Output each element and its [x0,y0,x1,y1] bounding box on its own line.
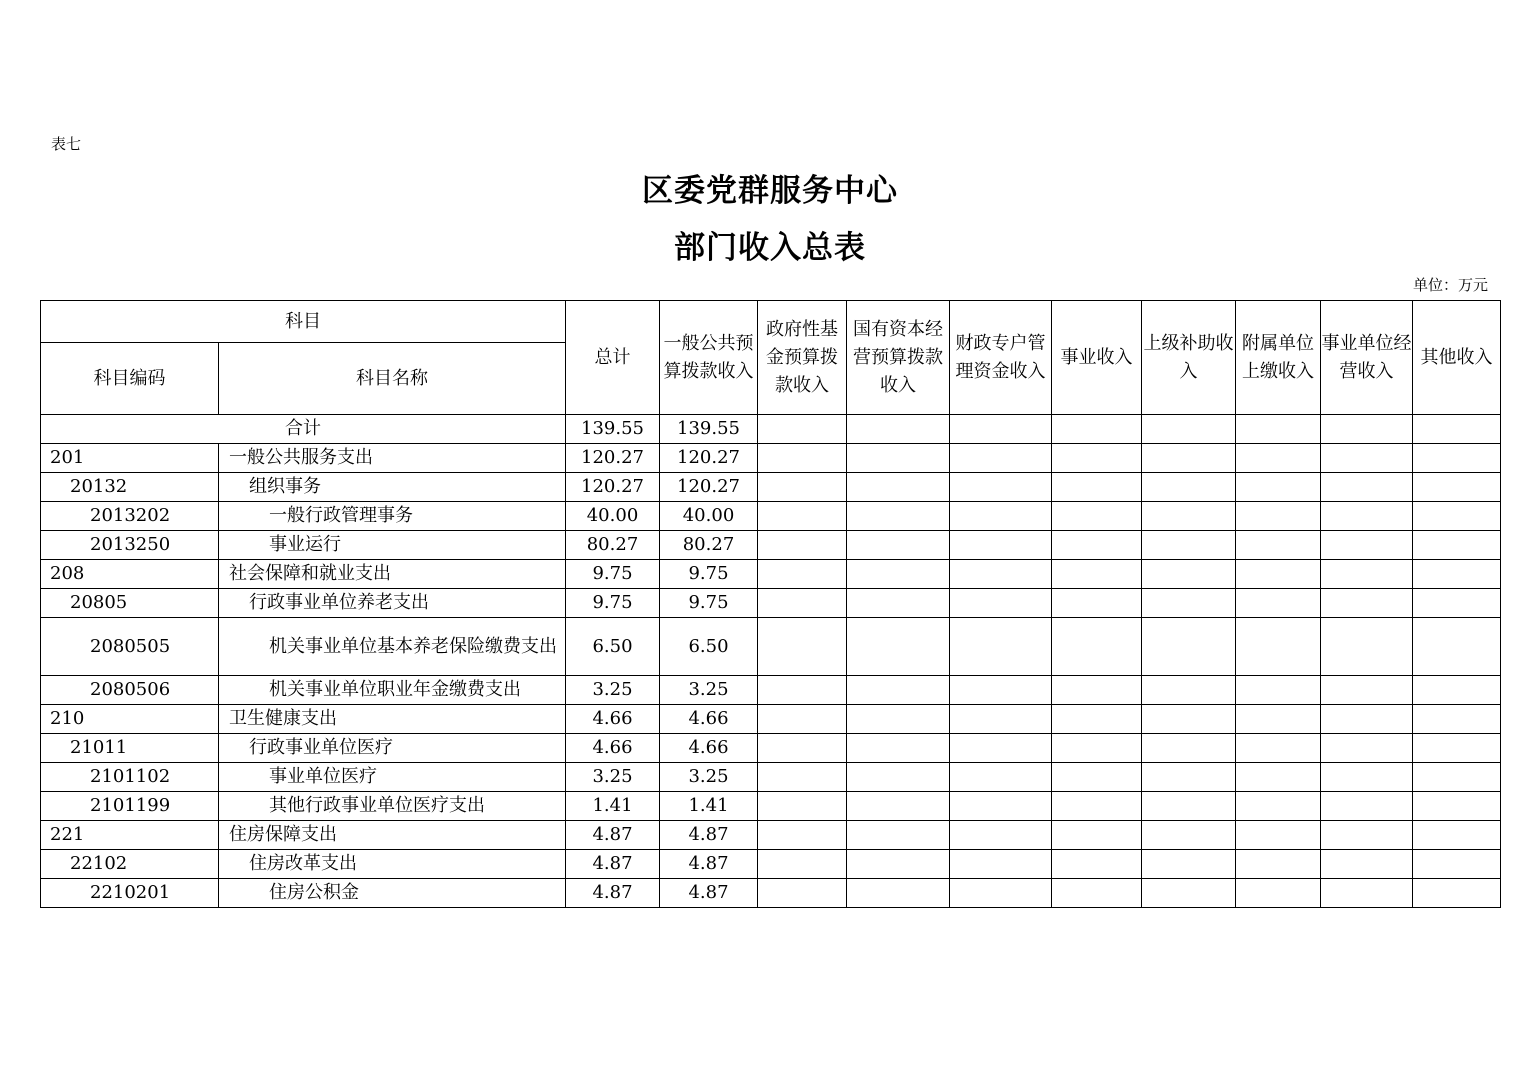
table-row [41,879,1501,908]
row-total: 3.25 [566,763,660,792]
empty-cell [1321,589,1413,618]
empty-cell [1142,879,1236,908]
row-name: 一般公共服务支出 [219,444,566,473]
empty-cell [1321,676,1413,705]
empty-cell [758,473,847,502]
empty-cell [847,589,950,618]
row-name: 卫生健康支出 [219,705,566,734]
empty-cell [1052,792,1142,821]
empty-cell [1142,589,1236,618]
empty-cell [847,502,950,531]
empty-cell [1236,705,1321,734]
row-general-public: 9.75 [660,560,758,589]
empty-cell [1321,763,1413,792]
empty-cell [1052,415,1142,444]
sum-general-public: 139.55 [660,415,758,444]
row-name: 社会保障和就业支出 [219,560,566,589]
empty-cell [950,618,1052,676]
row-code: 21011 [41,734,219,763]
empty-cell [1236,879,1321,908]
row-general-public: 4.66 [660,734,758,763]
empty-cell [1052,444,1142,473]
row-general-public: 4.66 [660,705,758,734]
empty-cell [1142,560,1236,589]
empty-cell [1413,705,1501,734]
empty-cell [950,879,1052,908]
row-name: 机关事业单位职业年金缴费支出 [219,676,566,705]
row-total: 9.75 [566,560,660,589]
table-row [41,502,1501,531]
empty-cell [847,415,950,444]
row-general-public: 80.27 [660,531,758,560]
sum-total: 139.55 [566,415,660,444]
row-code: 2080505 [41,618,219,676]
empty-cell [1413,589,1501,618]
empty-cell [950,473,1052,502]
row-total: 1.41 [566,792,660,821]
row-name: 其他行政事业单位医疗支出 [219,792,566,821]
empty-cell [1321,444,1413,473]
empty-cell [1321,734,1413,763]
empty-cell [1413,618,1501,676]
empty-cell [1321,705,1413,734]
table-row [41,676,1501,705]
empty-cell [847,734,950,763]
row-total: 4.87 [566,879,660,908]
row-general-public: 120.27 [660,473,758,502]
empty-cell [1321,850,1413,879]
row-total: 40.00 [566,502,660,531]
empty-cell [1321,618,1413,676]
header-other-income: 其他收入 [1413,301,1501,415]
empty-cell [1142,705,1236,734]
empty-cell [1321,560,1413,589]
empty-cell [847,763,950,792]
empty-cell [1236,473,1321,502]
empty-cell [1142,618,1236,676]
header-business-operation: 事业单位经营收入 [1321,301,1413,415]
header-subject: 科目 [41,301,566,343]
empty-cell [1321,531,1413,560]
empty-cell [1236,531,1321,560]
empty-cell [758,531,847,560]
empty-cell [758,850,847,879]
row-total: 9.75 [566,589,660,618]
empty-cell [1413,821,1501,850]
empty-cell [950,676,1052,705]
empty-cell [1142,444,1236,473]
empty-cell [1236,560,1321,589]
empty-cell [758,705,847,734]
row-code: 2101102 [41,763,219,792]
empty-cell [1052,618,1142,676]
row-total: 4.87 [566,850,660,879]
empty-cell [758,415,847,444]
header-business-income: 事业收入 [1052,301,1142,415]
empty-cell [1052,763,1142,792]
empty-cell [950,821,1052,850]
header-name: 科目名称 [219,343,566,415]
row-code: 210 [41,705,219,734]
empty-cell [758,589,847,618]
table-row [41,618,1501,676]
empty-cell [1052,850,1142,879]
empty-cell [1413,502,1501,531]
row-general-public: 4.87 [660,850,758,879]
header-general-public: 一般公共预算拨款收入 [660,301,758,415]
empty-cell [758,502,847,531]
empty-cell [1413,792,1501,821]
empty-cell [1052,676,1142,705]
empty-cell [1236,589,1321,618]
row-code: 2013202 [41,502,219,531]
empty-cell [1321,792,1413,821]
empty-cell [1413,560,1501,589]
empty-cell [1052,734,1142,763]
header-affiliated-payment: 附属单位上缴收入 [1236,301,1321,415]
empty-cell [1236,821,1321,850]
empty-cell [758,879,847,908]
table-row [41,705,1501,734]
empty-cell [758,676,847,705]
empty-cell [1142,734,1236,763]
empty-cell [950,502,1052,531]
empty-cell [758,734,847,763]
empty-cell [1236,734,1321,763]
empty-cell [1236,792,1321,821]
row-general-public: 3.25 [660,676,758,705]
empty-cell [1413,879,1501,908]
empty-cell [1052,473,1142,502]
table-row [41,792,1501,821]
row-code: 22102 [41,850,219,879]
empty-cell [1142,531,1236,560]
row-general-public: 40.00 [660,502,758,531]
table-row [41,560,1501,589]
empty-cell [1142,502,1236,531]
empty-cell [1052,589,1142,618]
header-gov-fund: 政府性基金预算拨款收入 [758,301,847,415]
table-row [41,763,1501,792]
empty-cell [847,618,950,676]
empty-cell [758,560,847,589]
table-row [41,444,1501,473]
sum-row [41,415,1501,444]
row-total: 4.66 [566,705,660,734]
empty-cell [1052,560,1142,589]
row-total: 6.50 [566,618,660,676]
empty-cell [758,618,847,676]
row-general-public: 1.41 [660,792,758,821]
empty-cell [1413,415,1501,444]
unit-label: 单位：万元 [1412,276,1488,294]
table-row [41,821,1501,850]
row-name [219,618,566,676]
row-name: 组织事务 [219,473,566,502]
empty-cell [950,734,1052,763]
empty-cell [1142,850,1236,879]
row-name: 行政事业单位养老支出 [219,589,566,618]
row-total: 120.27 [566,444,660,473]
empty-cell [1413,473,1501,502]
table-row [41,850,1501,879]
empty-cell [847,560,950,589]
header-fiscal-special: 财政专户管理资金收入 [950,301,1052,415]
empty-cell [847,821,950,850]
empty-cell [1236,763,1321,792]
empty-cell [1321,415,1413,444]
empty-cell [1236,850,1321,879]
empty-cell [1142,676,1236,705]
row-name-text: 机关事业单位基本养老保险缴费支出 [269,635,557,657]
empty-cell [1413,676,1501,705]
row-total: 80.27 [566,531,660,560]
page-subtitle: 部门收入总表 [674,230,866,266]
empty-cell [950,560,1052,589]
empty-cell [1413,850,1501,879]
empty-cell [758,444,847,473]
row-code: 2210201 [41,879,219,908]
row-name: 事业单位医疗 [219,763,566,792]
empty-cell [758,792,847,821]
empty-cell [1413,531,1501,560]
row-general-public: 6.50 [660,618,758,676]
row-total: 120.27 [566,473,660,502]
header-state-capital: 国有资本经营预算拨款收入 [847,301,950,415]
empty-cell [950,531,1052,560]
header-superior-subsidy: 上级补助收入 [1142,301,1236,415]
empty-cell [1413,763,1501,792]
empty-cell [1236,618,1321,676]
empty-cell [847,705,950,734]
empty-cell [758,821,847,850]
empty-cell [950,792,1052,821]
row-general-public: 9.75 [660,589,758,618]
row-code: 2080506 [41,676,219,705]
empty-cell [950,444,1052,473]
row-total: 4.87 [566,821,660,850]
sum-label: 合计 [41,415,566,444]
empty-cell [1413,734,1501,763]
empty-cell [950,589,1052,618]
row-name: 行政事业单位医疗 [219,734,566,763]
row-name: 一般行政管理事务 [219,502,566,531]
empty-cell [1142,473,1236,502]
row-code: 2013250 [41,531,219,560]
header-total: 总计 [566,301,660,415]
page-title: 区委党群服务中心 [642,173,898,209]
row-name: 住房改革支出 [219,850,566,879]
row-name: 事业运行 [219,531,566,560]
empty-cell [1321,879,1413,908]
empty-cell [1321,821,1413,850]
row-code: 2101199 [41,792,219,821]
row-general-public: 120.27 [660,444,758,473]
empty-cell [1236,676,1321,705]
empty-cell [847,850,950,879]
empty-cell [1142,415,1236,444]
row-code: 20805 [41,589,219,618]
row-total: 3.25 [566,676,660,705]
row-code: 221 [41,821,219,850]
empty-cell [1413,444,1501,473]
row-general-public: 4.87 [660,879,758,908]
income-summary-table [40,300,1501,908]
empty-cell [847,444,950,473]
empty-cell [1052,879,1142,908]
table-row [41,531,1501,560]
empty-cell [847,531,950,560]
empty-cell [847,473,950,502]
row-code: 201 [41,444,219,473]
empty-cell [1142,792,1236,821]
empty-cell [950,850,1052,879]
empty-cell [1142,821,1236,850]
table-row [41,589,1501,618]
empty-cell [847,792,950,821]
empty-cell [1142,763,1236,792]
table-number: 表七 [51,135,82,153]
row-code: 20132 [41,473,219,502]
empty-cell [1321,473,1413,502]
row-general-public: 3.25 [660,763,758,792]
row-general-public: 4.87 [660,821,758,850]
row-name: 住房保障支出 [219,821,566,850]
empty-cell [1052,821,1142,850]
row-code: 208 [41,560,219,589]
empty-cell [1236,502,1321,531]
empty-cell [847,676,950,705]
empty-cell [950,705,1052,734]
row-name: 住房公积金 [219,879,566,908]
empty-cell [758,763,847,792]
header-code: 科目编码 [41,343,219,415]
empty-cell [1052,705,1142,734]
empty-cell [1321,502,1413,531]
row-total: 4.66 [566,734,660,763]
empty-cell [1236,444,1321,473]
empty-cell [950,415,1052,444]
empty-cell [1052,531,1142,560]
empty-cell [950,763,1052,792]
table-row [41,473,1501,502]
empty-cell [847,879,950,908]
table-row [41,734,1501,763]
empty-cell [1236,415,1321,444]
empty-cell [1052,502,1142,531]
